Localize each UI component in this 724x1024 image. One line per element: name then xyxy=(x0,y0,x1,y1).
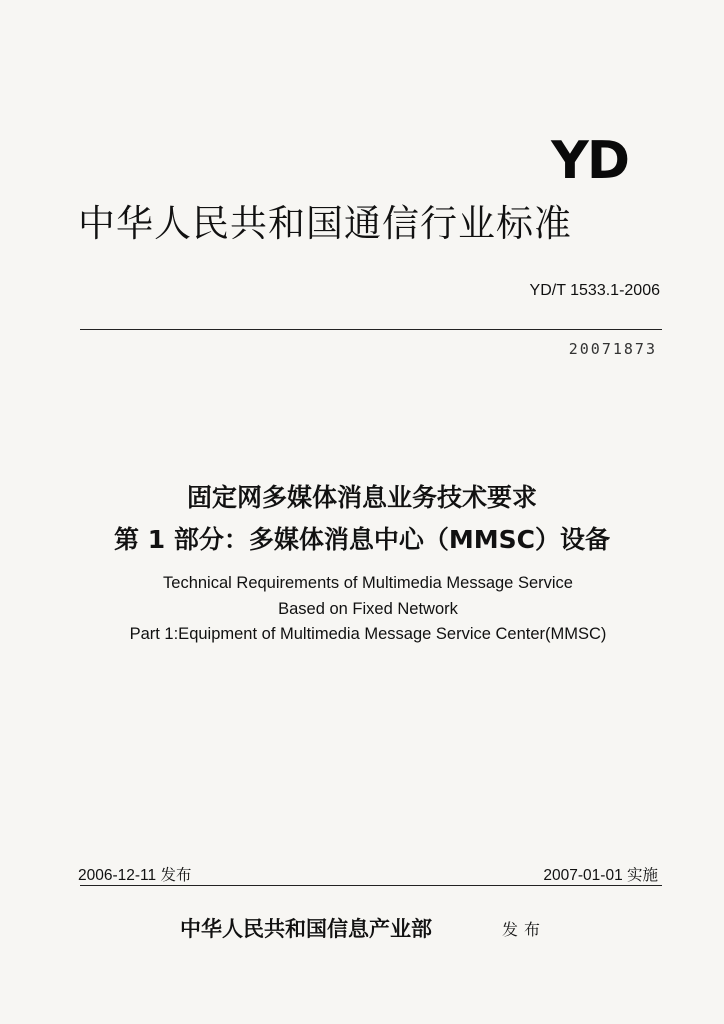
publisher-name: 中华人民共和国信息产业部 xyxy=(180,917,432,941)
issue-date: 2006-12-11 发布 xyxy=(78,867,192,884)
header-divider xyxy=(80,329,662,330)
footer-divider xyxy=(80,885,662,886)
english-title-line-1: Technical Requirements of Multimedia Message Service xyxy=(163,574,573,592)
chinese-title-line-2: 第 1 部分：多媒体消息中心（MMSC）设备 xyxy=(114,525,610,554)
yd-logo: YD xyxy=(551,131,628,191)
stamp-number: 20071873 xyxy=(568,340,657,358)
standard-category-title: 中华人民共和国通信行业标准 xyxy=(78,202,572,245)
implementation-date: 2007-01-01 实施 xyxy=(543,867,658,884)
english-title-line-3: Part 1:Equipment of Multimedia Message Service Center(MMSC) xyxy=(129,625,607,643)
publisher-suffix: 发布 xyxy=(502,920,547,939)
chinese-title-line-1: 固定网多媒体消息业务技术要求 xyxy=(186,483,537,512)
standard-number: YD/T 1533.1-2006 xyxy=(529,282,660,299)
english-title-line-2: Based on Fixed Network xyxy=(278,600,458,618)
